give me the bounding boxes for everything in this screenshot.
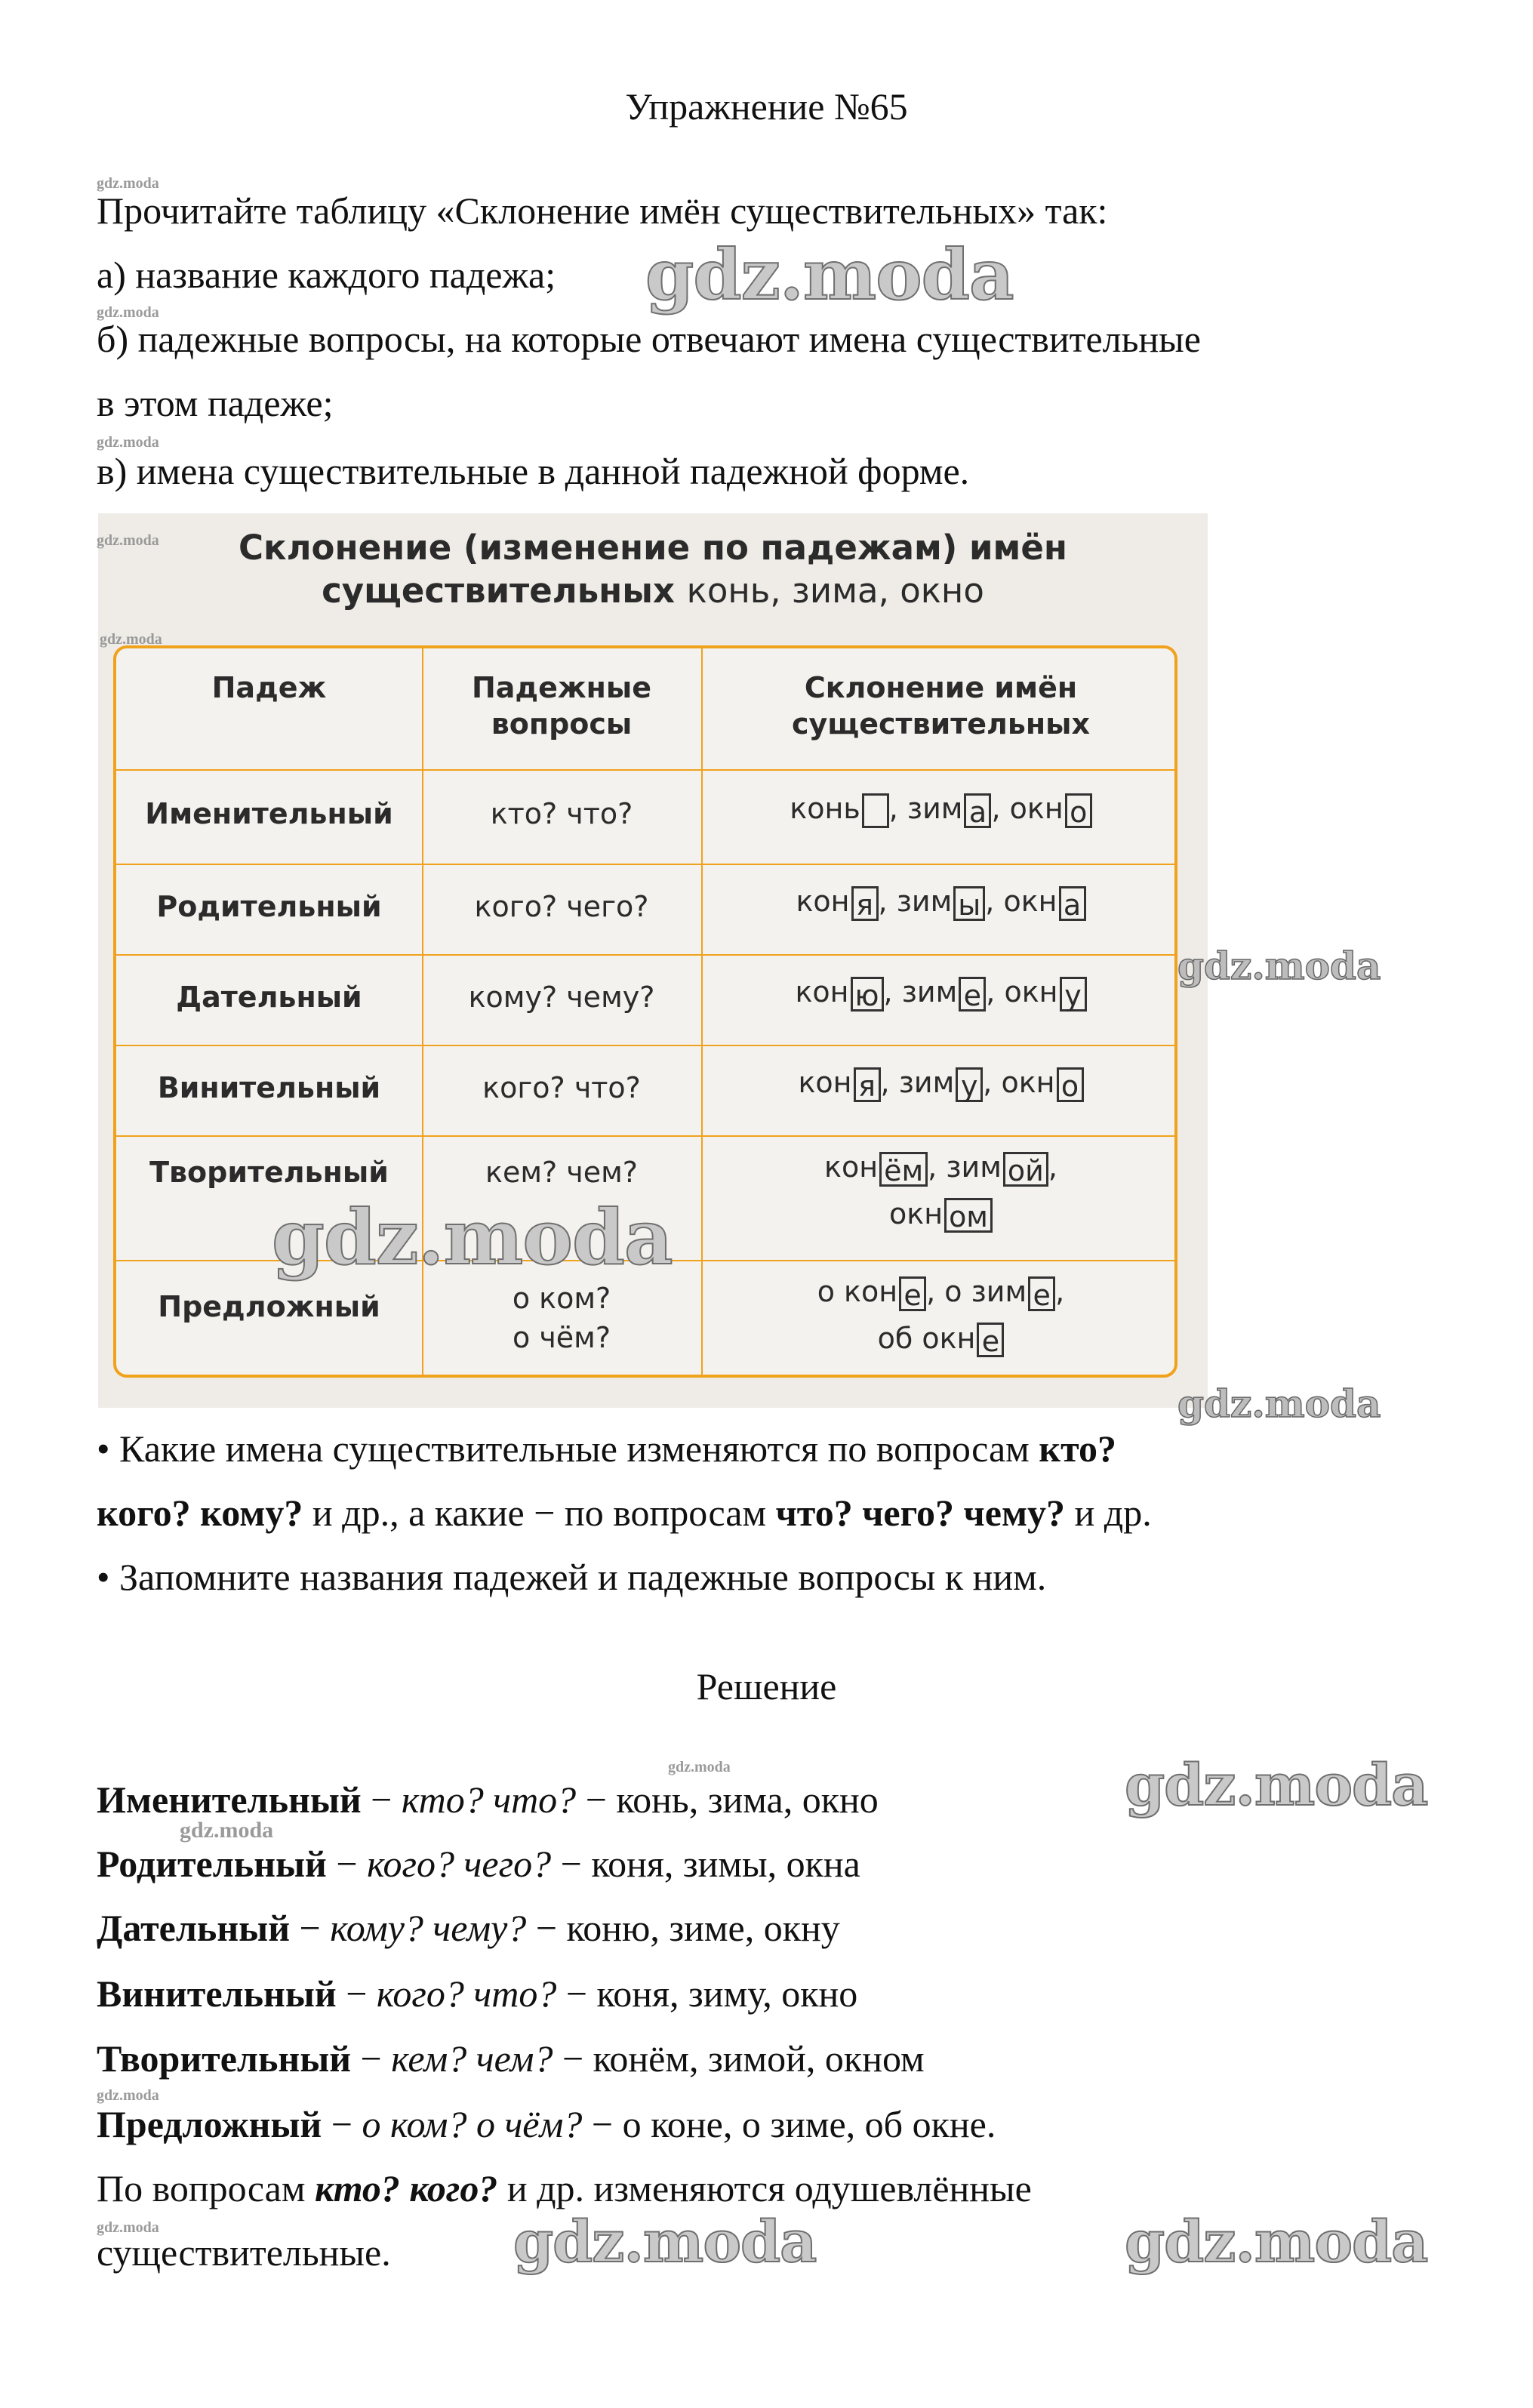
watermark-small: gdz.moda bbox=[97, 304, 159, 321]
figure-title-line2 bbox=[98, 570, 1208, 612]
header-questions: Падежные вопросы bbox=[471, 671, 652, 741]
questions-genitive: кого? чего? bbox=[474, 890, 649, 923]
case-accusative: Винительный bbox=[157, 1071, 381, 1104]
solution-row: Родительный − кого? чего? − коня, зимы, окна bbox=[97, 1843, 860, 1885]
task-item-c: в) имена существительные в данной падежной форме. bbox=[97, 450, 970, 492]
figure-title-words: конь, зима, окно bbox=[686, 571, 984, 611]
solution-row: Именительный − кто? что? − конь, зима, окно bbox=[97, 1778, 879, 1821]
solution-row: Дательный − кому? чему? − коню, зиме, окну bbox=[97, 1907, 840, 1949]
question-1-line1: • Какие имена существительные изменяются по вопросам кто? bbox=[97, 1427, 1117, 1470]
questions-dative: кому? чему? bbox=[468, 981, 655, 1014]
header-case: Падеж bbox=[211, 671, 327, 704]
watermark-small: gdz.moda bbox=[97, 532, 159, 549]
figure-title-line1: Склонение (изменение по падежам) имён bbox=[239, 528, 1067, 568]
watermark-medium: gdz.moda bbox=[1177, 944, 1381, 988]
task-item-a: а) название каждого падежа; bbox=[97, 254, 556, 296]
watermark-small: gdz.moda bbox=[97, 2219, 159, 2236]
case-prepositional: Предложный bbox=[158, 1290, 380, 1323]
task-item-b-line1: б) падежные вопросы, на которые отвечают имена существительные bbox=[97, 318, 1201, 360]
watermark-small: gdz.moda bbox=[97, 175, 159, 192]
watermark-large: gdz.moda bbox=[1125, 2208, 1428, 2275]
question-1-line2: кого? кому? и др., а какие − по вопросам что? чего? чему? и др. bbox=[97, 1492, 1152, 1534]
case-instrumental: Творительный bbox=[149, 1156, 389, 1189]
watermark-small: gdz.moda bbox=[100, 631, 162, 648]
solution-row: Предложный − о ком? о чём? − о коне, о зиме, об окне. bbox=[97, 2103, 996, 2145]
exercise-title: Упражнение №65 bbox=[625, 85, 908, 128]
forms-nominative: конь , зим а , окн о bbox=[701, 792, 1177, 828]
task-item-b-line2: в этом падеже; bbox=[97, 382, 334, 424]
task-intro: Прочитайте таблицу «Склонение имён существительных» так: bbox=[97, 189, 1108, 232]
watermark-small: gdz.moda bbox=[97, 434, 159, 451]
forms-accusative: кон я , зим у , окн о bbox=[701, 1066, 1177, 1102]
solution-row: Винительный − кого? что? − коня, зиму, окно bbox=[97, 1972, 858, 2015]
watermark-large: gdz.moda bbox=[513, 2208, 817, 2275]
forms-genitive: кон я , зим ы , окн а bbox=[701, 885, 1177, 921]
case-genitive: Родительный bbox=[156, 890, 382, 923]
questions-prepositional: о ком? о чём? bbox=[512, 1282, 611, 1354]
question-2: • Запомните названия падежей и падежные вопросы к ним. bbox=[97, 1556, 1047, 1598]
watermark-large: gdz.moda bbox=[1125, 1751, 1428, 1818]
watermark-medium: gdz.moda bbox=[1177, 1381, 1381, 1426]
conclusion-line2: существительные. bbox=[97, 2231, 391, 2274]
forms-prepositional: о кон е , о зим е , об окн е bbox=[817, 1275, 1065, 1358]
solution-row: Творительный − кем? чем? − конём, зимой, окном bbox=[97, 2037, 925, 2080]
solution-title: Решение bbox=[696, 1665, 837, 1707]
watermark-large: gdz.moda bbox=[272, 1193, 673, 1282]
header-forms: Склонение имён существительных bbox=[791, 671, 1091, 741]
figure-title-bold: существительных bbox=[322, 571, 675, 611]
forms-instrumental: кон ём , зим ой , окн ом bbox=[824, 1150, 1057, 1233]
watermark-small: gdz.moda bbox=[668, 1759, 731, 1775]
watermark-small: gdz.moda bbox=[97, 2087, 159, 2104]
forms-dative: кон ю , зим е , окн у bbox=[701, 975, 1177, 1012]
questions-instrumental: кем? чем? bbox=[485, 1156, 638, 1189]
questions-accusative: кого? что? bbox=[482, 1071, 641, 1104]
conclusion-line1: По вопросам кто? кого? и др. изменяются одушевлённые bbox=[97, 2167, 1032, 2209]
watermark-large: gdz.moda bbox=[645, 234, 1014, 316]
questions-nominative: кто? что? bbox=[490, 797, 633, 830]
case-nominative: Именительный bbox=[145, 797, 393, 830]
watermark-small: gdz.moda bbox=[180, 1818, 274, 1843]
case-dative: Дательный bbox=[176, 981, 362, 1014]
